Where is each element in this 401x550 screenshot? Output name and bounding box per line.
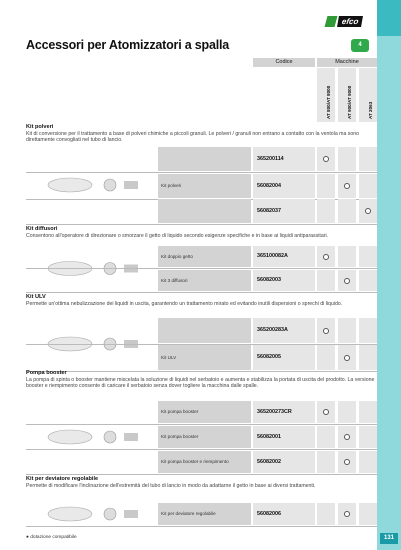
machine-cell xyxy=(338,345,356,370)
row-divider xyxy=(26,474,377,475)
section-3 xyxy=(26,370,376,390)
compatible-dot-icon xyxy=(323,328,329,334)
section-0 xyxy=(26,124,376,144)
compatible-dot-icon xyxy=(344,511,350,517)
machine-cell xyxy=(359,345,377,370)
product-code: 365200283A xyxy=(253,318,315,343)
compatible-dot-icon xyxy=(365,208,371,214)
row-description: Kit doppio getto xyxy=(158,246,251,267)
row-divider xyxy=(26,449,377,450)
machine-cell xyxy=(338,199,356,223)
compatible-dot-icon xyxy=(323,409,329,415)
machine-cell xyxy=(359,147,377,171)
machine-cell xyxy=(338,318,356,343)
row-description: Kit ULV xyxy=(158,345,251,370)
side-stripe xyxy=(377,0,401,550)
product-code: 56082005 xyxy=(253,345,315,370)
section-title: Kit polveri xyxy=(26,124,54,130)
page-number: 131 xyxy=(380,533,398,544)
row-description: Kit 3 diffusori xyxy=(158,270,251,291)
product-code: 56082002 xyxy=(253,451,315,473)
compatible-dot-icon xyxy=(344,355,350,361)
product-code: 56082037 xyxy=(253,199,315,223)
machine-cell xyxy=(338,246,356,267)
machine-cell xyxy=(317,345,335,370)
compatible-dot-icon xyxy=(344,459,350,465)
product-code: 365200273CR xyxy=(253,401,315,423)
machine-cell xyxy=(338,270,356,291)
section-title: Kit diffusori xyxy=(26,226,58,232)
machine-cell xyxy=(317,401,335,423)
row-divider xyxy=(26,172,377,173)
row-divider xyxy=(26,292,377,293)
row-divider xyxy=(26,268,377,269)
row-divider xyxy=(26,526,377,527)
machine-header-3: AT 2063 xyxy=(359,68,377,122)
row-divider xyxy=(26,424,377,425)
product-code: 365100082A xyxy=(253,246,315,267)
machine-cell xyxy=(338,174,356,198)
row-description: Kit pompa booster xyxy=(158,401,251,423)
product-code: 56082003 xyxy=(253,270,315,291)
section-description: Permette un'ottima nebulizzazione dei liquidi in uscita, garantendo un trattamento mirato ed evitando inutili dispersioni o sprechi di liquido. xyxy=(26,301,343,307)
machine-cell xyxy=(359,503,377,525)
product-photo xyxy=(40,147,150,223)
machine-cell xyxy=(317,503,335,525)
machine-cell xyxy=(359,451,377,473)
section-description: Kit di conversione per il trattamento a base di polveri chimiche a piccoli granuli. Le polveri / granuli non entrano a contatto con la ventola ma sono direttamente convogliati nel tubo di lancio. xyxy=(26,131,360,144)
section-1 xyxy=(26,226,376,239)
section-description: Consentono all'operatore di direzionare o smorzare il getto di liquido secondo esigenze specifiche e in base ai liquidi antiparassitari. xyxy=(26,233,329,239)
section-description: Permette di modificare l'inclinazione dell'estremità del tubo di lancio in modo da adattarne il getto in base ai diversi trattamenti. xyxy=(26,483,316,489)
section-4 xyxy=(26,476,376,489)
product-code: 56082006 xyxy=(253,503,315,525)
page-badge: 4 xyxy=(351,39,369,52)
machine-cell xyxy=(317,147,335,171)
machine-cell xyxy=(317,246,335,267)
machine-cell xyxy=(317,174,335,198)
machine-cell xyxy=(317,199,335,223)
row-description xyxy=(158,199,251,223)
section-description: La pompa di spinta o booster mantiene miscelata la soluzione di liquidi nel serbatoio e aumenta e stabilizza la portata di uscita del prodotto. La versione booster e riempimento consente di caricare il serbatoio senza dover togliere la macchina dalle spalle. xyxy=(26,377,375,390)
efco-logo xyxy=(326,15,368,27)
product-photo xyxy=(40,401,150,473)
machine-cell xyxy=(359,401,377,423)
compatible-dot-icon xyxy=(344,183,350,189)
compatible-dot-icon xyxy=(344,434,350,440)
row-description xyxy=(158,318,251,343)
machine-cell xyxy=(359,318,377,343)
header-codice: Codice xyxy=(253,58,315,67)
side-stripe-top xyxy=(377,0,401,36)
machine-cell xyxy=(317,451,335,473)
row-description: Kit polveri xyxy=(158,174,251,198)
machine-cell xyxy=(338,503,356,525)
footnote: ● dotazione compatibile xyxy=(26,535,77,540)
section-title: Kit ULV xyxy=(26,294,46,300)
compatible-dot-icon xyxy=(323,156,329,162)
row-description: Kit pompa booster xyxy=(158,426,251,448)
row-description: Kit pompa booster e riempimento xyxy=(158,451,251,473)
compatible-dot-icon xyxy=(323,254,329,260)
machine-cell xyxy=(338,147,356,171)
section-2 xyxy=(26,294,376,307)
machine-cell xyxy=(359,199,377,223)
product-code: 56082004 xyxy=(253,174,315,198)
machine-cell xyxy=(359,174,377,198)
product-photo xyxy=(40,503,150,525)
header-macchine: Macchine xyxy=(317,58,377,67)
logo-mark-icon xyxy=(325,16,338,27)
compatible-dot-icon xyxy=(344,278,350,284)
machine-cell xyxy=(338,451,356,473)
machine-cell xyxy=(359,270,377,291)
page-title: Accessori per Atomizzatori a spalla xyxy=(26,38,230,52)
row-divider xyxy=(26,224,377,225)
machine-header-2: AT 900/AT 9000 xyxy=(338,68,356,122)
product-code: 365200114 xyxy=(253,147,315,171)
machine-header-1: AT 800/AT 8000 xyxy=(317,68,335,122)
logo-word: efco xyxy=(337,16,363,27)
machine-cell xyxy=(317,318,335,343)
machine-cell xyxy=(317,270,335,291)
machine-cell xyxy=(338,426,356,448)
section-title: Pompa booster xyxy=(26,370,67,376)
machine-cell xyxy=(338,401,356,423)
section-title: Kit per deviatore regolabile xyxy=(26,476,99,482)
row-description xyxy=(158,147,251,171)
machine-cell xyxy=(359,426,377,448)
machine-cell xyxy=(317,426,335,448)
row-description: Kit per deviatore regolabile xyxy=(158,503,251,525)
machine-cell xyxy=(359,246,377,267)
product-code: 56082001 xyxy=(253,426,315,448)
